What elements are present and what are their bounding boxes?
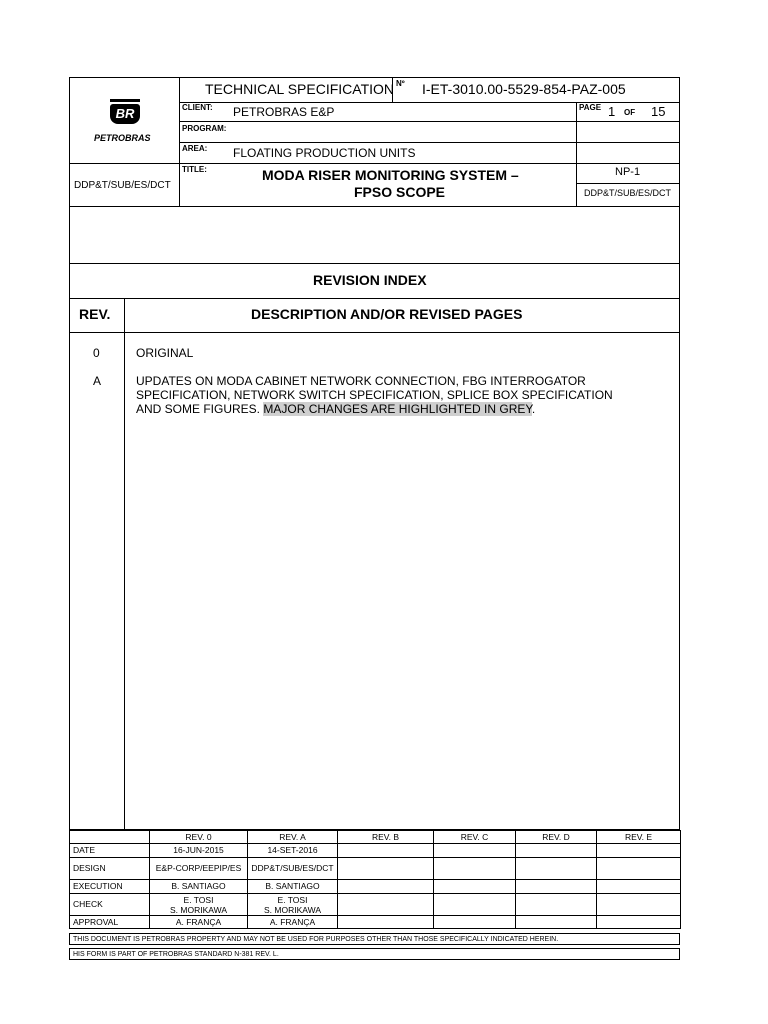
dept-left: DDP&T/SUB/ES/DCT bbox=[74, 180, 171, 191]
page-number: 1 bbox=[608, 104, 616, 119]
area-value: FLOATING PRODUCTION UNITS bbox=[233, 146, 416, 160]
rev-header: REV. C bbox=[434, 831, 516, 844]
of-label: OF bbox=[624, 108, 636, 117]
client-label: CLIENT: bbox=[182, 103, 213, 112]
table-cell bbox=[434, 880, 516, 894]
table-cell bbox=[338, 880, 434, 894]
table-cell: 16-JUN-2015 bbox=[150, 844, 248, 858]
revision-index-heading: REVISION INDEX bbox=[313, 272, 427, 288]
table-cell bbox=[338, 916, 434, 929]
title-line-1: MODA RISER MONITORING SYSTEM – bbox=[262, 167, 519, 183]
table-row bbox=[70, 831, 681, 844]
rev-header: REV. D bbox=[516, 831, 597, 844]
table-cell: A. FRANÇA bbox=[248, 916, 338, 929]
rev-header: REV. E bbox=[597, 831, 681, 844]
row-label: CHECK bbox=[70, 894, 150, 916]
table-cell bbox=[434, 894, 516, 916]
table-row bbox=[70, 894, 681, 916]
number-label: Nº bbox=[396, 79, 405, 88]
table-cell bbox=[338, 844, 434, 858]
table-row bbox=[70, 916, 681, 929]
rev-a-line-3-end: . bbox=[531, 402, 536, 416]
table-row bbox=[70, 858, 681, 880]
table-cell bbox=[338, 858, 434, 880]
table-cell: E. TOSI S. MORIKAWA bbox=[150, 894, 248, 916]
table-cell: B. SANTIAGO bbox=[150, 880, 248, 894]
table-cell: 14-SET-2016 bbox=[248, 844, 338, 858]
rev-a-line-1: UPDATES ON MODA CABINET NETWORK CONNECTION, FBG INTERROGATOR bbox=[136, 374, 586, 388]
dept-right: DDP&T/SUB/ES/DCT bbox=[584, 188, 672, 198]
table-cell bbox=[597, 916, 681, 929]
row-label: DESIGN bbox=[70, 858, 150, 880]
logo-bar bbox=[110, 99, 140, 102]
np-code: NP-1 bbox=[615, 166, 641, 178]
title-line-2: FPSO SCOPE bbox=[354, 184, 446, 200]
table-cell: DDP&T/SUB/ES/DCT bbox=[248, 858, 338, 880]
table-cell bbox=[338, 894, 434, 916]
table-cell bbox=[434, 844, 516, 858]
table-row bbox=[70, 844, 681, 858]
table-cell bbox=[597, 858, 681, 880]
table-cell bbox=[516, 858, 597, 880]
rev-header: REV. B bbox=[338, 831, 434, 844]
petrobras-logo-icon: BR bbox=[110, 104, 140, 124]
rev-a-code: A bbox=[93, 374, 102, 388]
row-label: EXECUTION bbox=[70, 880, 150, 894]
table-cell bbox=[516, 916, 597, 929]
footer-property-notice: THIS DOCUMENT IS PETROBRAS PROPERTY AND MAY NOT BE USED FOR PURPOSES OTHER THAN THOSE SPECIFICALLY INDICATED HEREIN. bbox=[69, 933, 680, 945]
table-cell: B. SANTIAGO bbox=[248, 880, 338, 894]
table-cell bbox=[516, 844, 597, 858]
page-total: 15 bbox=[651, 104, 666, 119]
rev-column-header: REV. bbox=[79, 306, 111, 322]
table-cell bbox=[434, 858, 516, 880]
doc-number: I-ET-3010.00-5529-854-PAZ-005 bbox=[422, 81, 626, 97]
company-name: PETROBRAS bbox=[94, 133, 151, 143]
table-cell: E&P-CORP/EEPIP/ES bbox=[150, 858, 248, 880]
footer-standard-notice: HIS FORM IS PART OF PETROBRAS STANDARD N-381 REV. L. bbox=[69, 948, 680, 960]
table-cell bbox=[70, 831, 150, 844]
highlighted-note: MAJOR CHANGES ARE HIGHLIGHTED IN GREY bbox=[263, 402, 532, 416]
rev-a-line-3 bbox=[136, 402, 535, 416]
description-column-header: DESCRIPTION AND/OR REVISED PAGES bbox=[251, 306, 523, 322]
client-value: PETROBRAS E&P bbox=[233, 105, 335, 119]
doc-type: TECHNICAL SPECIFICATION bbox=[205, 81, 395, 97]
table-cell bbox=[434, 916, 516, 929]
signature-table bbox=[69, 830, 681, 929]
rev-header: REV. A bbox=[248, 831, 338, 844]
rev-a-line-2: SPECIFICATION, NETWORK SWITCH SPECIFICATION, SPLICE BOX SPECIFICATION bbox=[136, 388, 613, 402]
rev-0-code: 0 bbox=[93, 346, 100, 360]
rev-0-description: ORIGINAL bbox=[136, 346, 194, 360]
table-cell: A. FRANÇA bbox=[150, 916, 248, 929]
area-label: AREA: bbox=[182, 144, 208, 153]
rev-a-line-3-text: AND SOME FIGURES. bbox=[136, 402, 264, 416]
table-cell bbox=[516, 880, 597, 894]
table-cell bbox=[516, 894, 597, 916]
table-cell bbox=[597, 880, 681, 894]
table-cell bbox=[597, 894, 681, 916]
table-row bbox=[70, 880, 681, 894]
rev-header: REV. 0 bbox=[150, 831, 248, 844]
program-label: PROGRAM: bbox=[182, 124, 227, 133]
row-label: APPROVAL bbox=[70, 916, 150, 929]
row-label: DATE bbox=[70, 844, 150, 858]
table-cell: E. TOSI S. MORIKAWA bbox=[248, 894, 338, 916]
title-label: TITLE: bbox=[182, 165, 207, 174]
table-cell bbox=[597, 844, 681, 858]
page-label: PAGE bbox=[579, 103, 602, 112]
